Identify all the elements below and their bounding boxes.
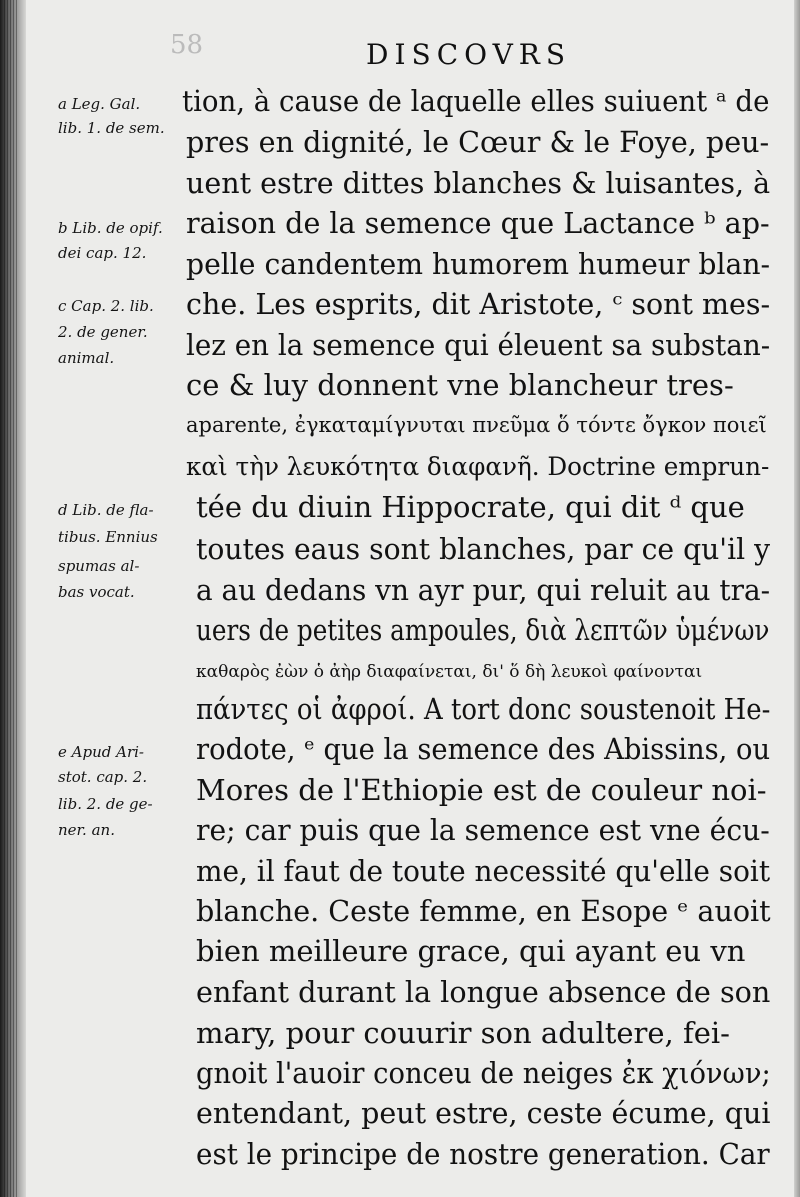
body-line: entendant, peut estre, ceste écume, qui bbox=[196, 1096, 771, 1130]
body-line: tion, à cause de laquelle elles suiuent ᵃ de bbox=[182, 84, 770, 118]
margin-note-e-line1: e Apud Ari- bbox=[58, 743, 144, 761]
margin-note-a-line2: lib. 1. de sem. bbox=[58, 119, 165, 137]
margin-note-d-line2: tibus. Ennius bbox=[58, 528, 158, 546]
body-line: uent estre dittes blanches & luisantes, à bbox=[186, 166, 771, 200]
body-line: aparente, ἐγκαταμίγνυται πνεῦμα ὅ τόντε ὄγκον ποιεῖ bbox=[186, 413, 767, 437]
margin-note-a-line1: a Leg. Gal. bbox=[58, 95, 141, 113]
margin-note-d-line1: d Lib. de fla- bbox=[58, 501, 154, 519]
margin-note-b-line1: b Lib. de opif. bbox=[58, 219, 163, 237]
body-line: Mores de l'Ethiopie est de couleur noi- bbox=[196, 773, 767, 807]
body-line: καθαρὸς ἐὼν ὁ ἀὴρ διαφαίνεται, δι' ὅ δὴ λευκοὶ φαίνονται bbox=[196, 662, 703, 682]
body-line: enfant durant la longue absence de son bbox=[196, 975, 771, 1009]
margin-note-e-line3: lib. 2. de ge- bbox=[58, 795, 153, 813]
margin-note-c-line3: animal. bbox=[58, 349, 115, 367]
body-line: est le principe de nostre generation. Car bbox=[196, 1137, 770, 1171]
margin-note-c-line1: c Cap. 2. lib. bbox=[58, 297, 154, 315]
body-line: mary, pour couurir son adultere, fei- bbox=[196, 1016, 730, 1050]
margin-note-c-line2: 2. de gener. bbox=[58, 323, 148, 341]
body-line: che. Les esprits, dit Aristote, ᶜ sont mes- bbox=[186, 287, 771, 321]
body-line: ce & luy donnent vne blancheur tres- bbox=[186, 368, 734, 402]
running-header: DISCOVRS bbox=[366, 38, 572, 71]
body-line: πάντες οἱ ἀφροί. A tort donc soustenoit He- bbox=[196, 692, 771, 726]
body-line: rodote, ᵉ que la semence des Abissins, ou bbox=[196, 732, 771, 766]
body-line: pres en dignité, le Cœur & le Foye, peu- bbox=[186, 125, 770, 159]
margin-note-d-line4: bas vocat. bbox=[58, 583, 135, 601]
margin-note-b-line2: dei cap. 12. bbox=[58, 244, 147, 262]
page-number: 58 bbox=[170, 30, 204, 60]
margin-note-e-line4: ner. an. bbox=[58, 821, 115, 839]
body-line: uers de petites ampoules, διὰ λεπτῶν ὑμένων bbox=[196, 613, 770, 647]
body-line: re; car puis que la semence est vne écu- bbox=[196, 813, 770, 847]
body-line: toutes eaus sont blanches, par ce qu'il y bbox=[196, 532, 771, 566]
body-line: a au dedans vn ayr pur, qui reluit au tra- bbox=[196, 573, 771, 607]
body-line: καὶ τὴν λευκότητα διαφανῆ. Doctrine emprun- bbox=[186, 452, 770, 481]
body-line: raison de la semence que Lactance ᵇ ap- bbox=[186, 206, 770, 240]
body-line: pelle candentem humorem humeur blan- bbox=[186, 247, 771, 281]
body-line: gnoit l'auoir conceu de neiges ἐκ χιόνων; bbox=[196, 1056, 771, 1090]
body-line: blanche. Ceste femme, en Esope ᵉ auoit bbox=[196, 894, 771, 928]
margin-note-e-line2: stot. cap. 2. bbox=[58, 768, 148, 786]
body-line: bien meilleure grace, qui ayant eu vn bbox=[196, 934, 746, 968]
body-line: lez en la semence qui éleuent sa substan- bbox=[186, 328, 771, 362]
body-line: tée du diuin Hippocrate, qui dit ᵈ que bbox=[196, 490, 745, 524]
margin-note-d-line3: spumas al- bbox=[58, 557, 140, 575]
body-line: me, il faut de toute necessité qu'elle soit bbox=[196, 854, 771, 888]
